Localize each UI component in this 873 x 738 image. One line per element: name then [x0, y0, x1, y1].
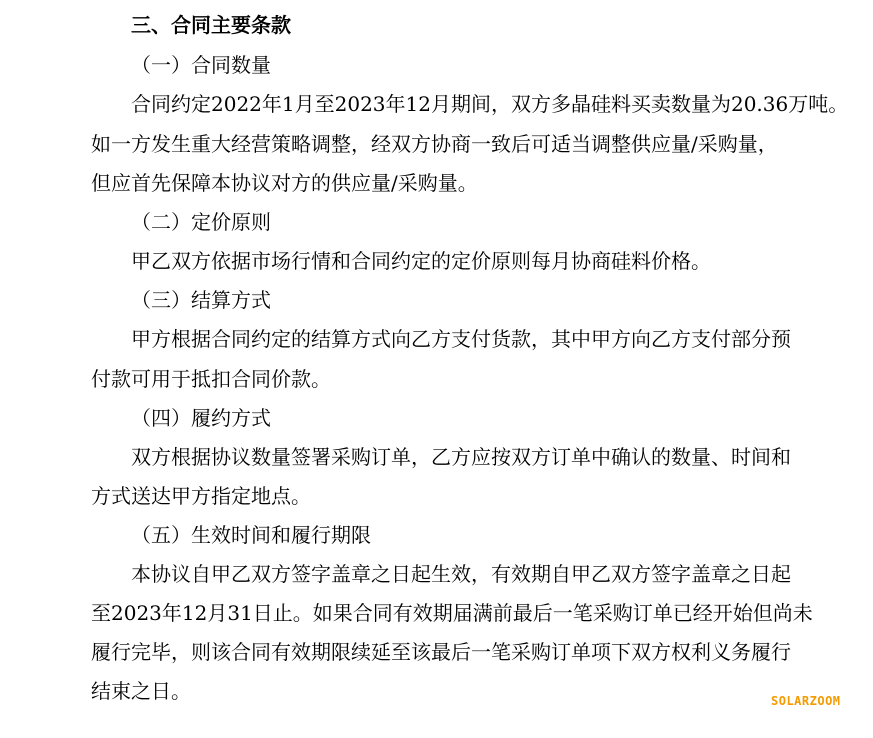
clause-heading-pricing: （二）定价原则: [131, 210, 271, 234]
clause-text-line: 但应首先保障本协议对方的供应量/采购量。: [91, 171, 478, 195]
clause-text-line: 付款可用于抵扣合同价款。: [91, 367, 331, 391]
clause-text-line: 甲方根据合同约定的结算方式向乙方支付货款，其中甲方向乙方支付部分预: [131, 327, 791, 351]
clause-text-line: 履行完毕，则该合同有效期限续延至该最后一笔采购订单项下双方权利义务履行: [91, 640, 791, 664]
clause-text-line: 本协议自甲乙双方签字盖章之日起生效，有效期自甲乙双方签字盖章之日起: [131, 562, 791, 586]
clause-text-line: 如一方发生重大经营策略调整，经双方协商一致后可适当调整供应量/采购量，: [91, 132, 778, 156]
section-title: 三、合同主要条款: [131, 13, 291, 37]
clause-text-line: 方式送达甲方指定地点。: [91, 484, 311, 508]
solarzoom-watermark: SOLARZOOM: [771, 694, 841, 708]
clause-text-line: 结束之日。: [91, 679, 191, 703]
clause-text-line: 甲乙双方依据市场行情和合同约定的定价原则每月协商硅料价格。: [131, 249, 711, 273]
clause-heading-term: （五）生效时间和履行期限: [131, 523, 371, 547]
clause-heading-quantity: （一）合同数量: [131, 53, 271, 77]
clause-text-line: 至2023年12月31日止。如果合同有效期届满前最后一笔采购订单已经开始但尚未: [91, 601, 813, 625]
clause-text-line: 合同约定2022年1月至2023年12月期间，双方多晶硅料买卖数量为20.36万吨。: [131, 92, 849, 116]
clause-heading-performance: （四）履约方式: [131, 406, 271, 430]
clause-text-line: 双方根据协议数量签署采购订单，乙方应按双方订单中确认的数量、时间和: [131, 445, 791, 469]
clause-heading-settlement: （三）结算方式: [131, 288, 271, 312]
